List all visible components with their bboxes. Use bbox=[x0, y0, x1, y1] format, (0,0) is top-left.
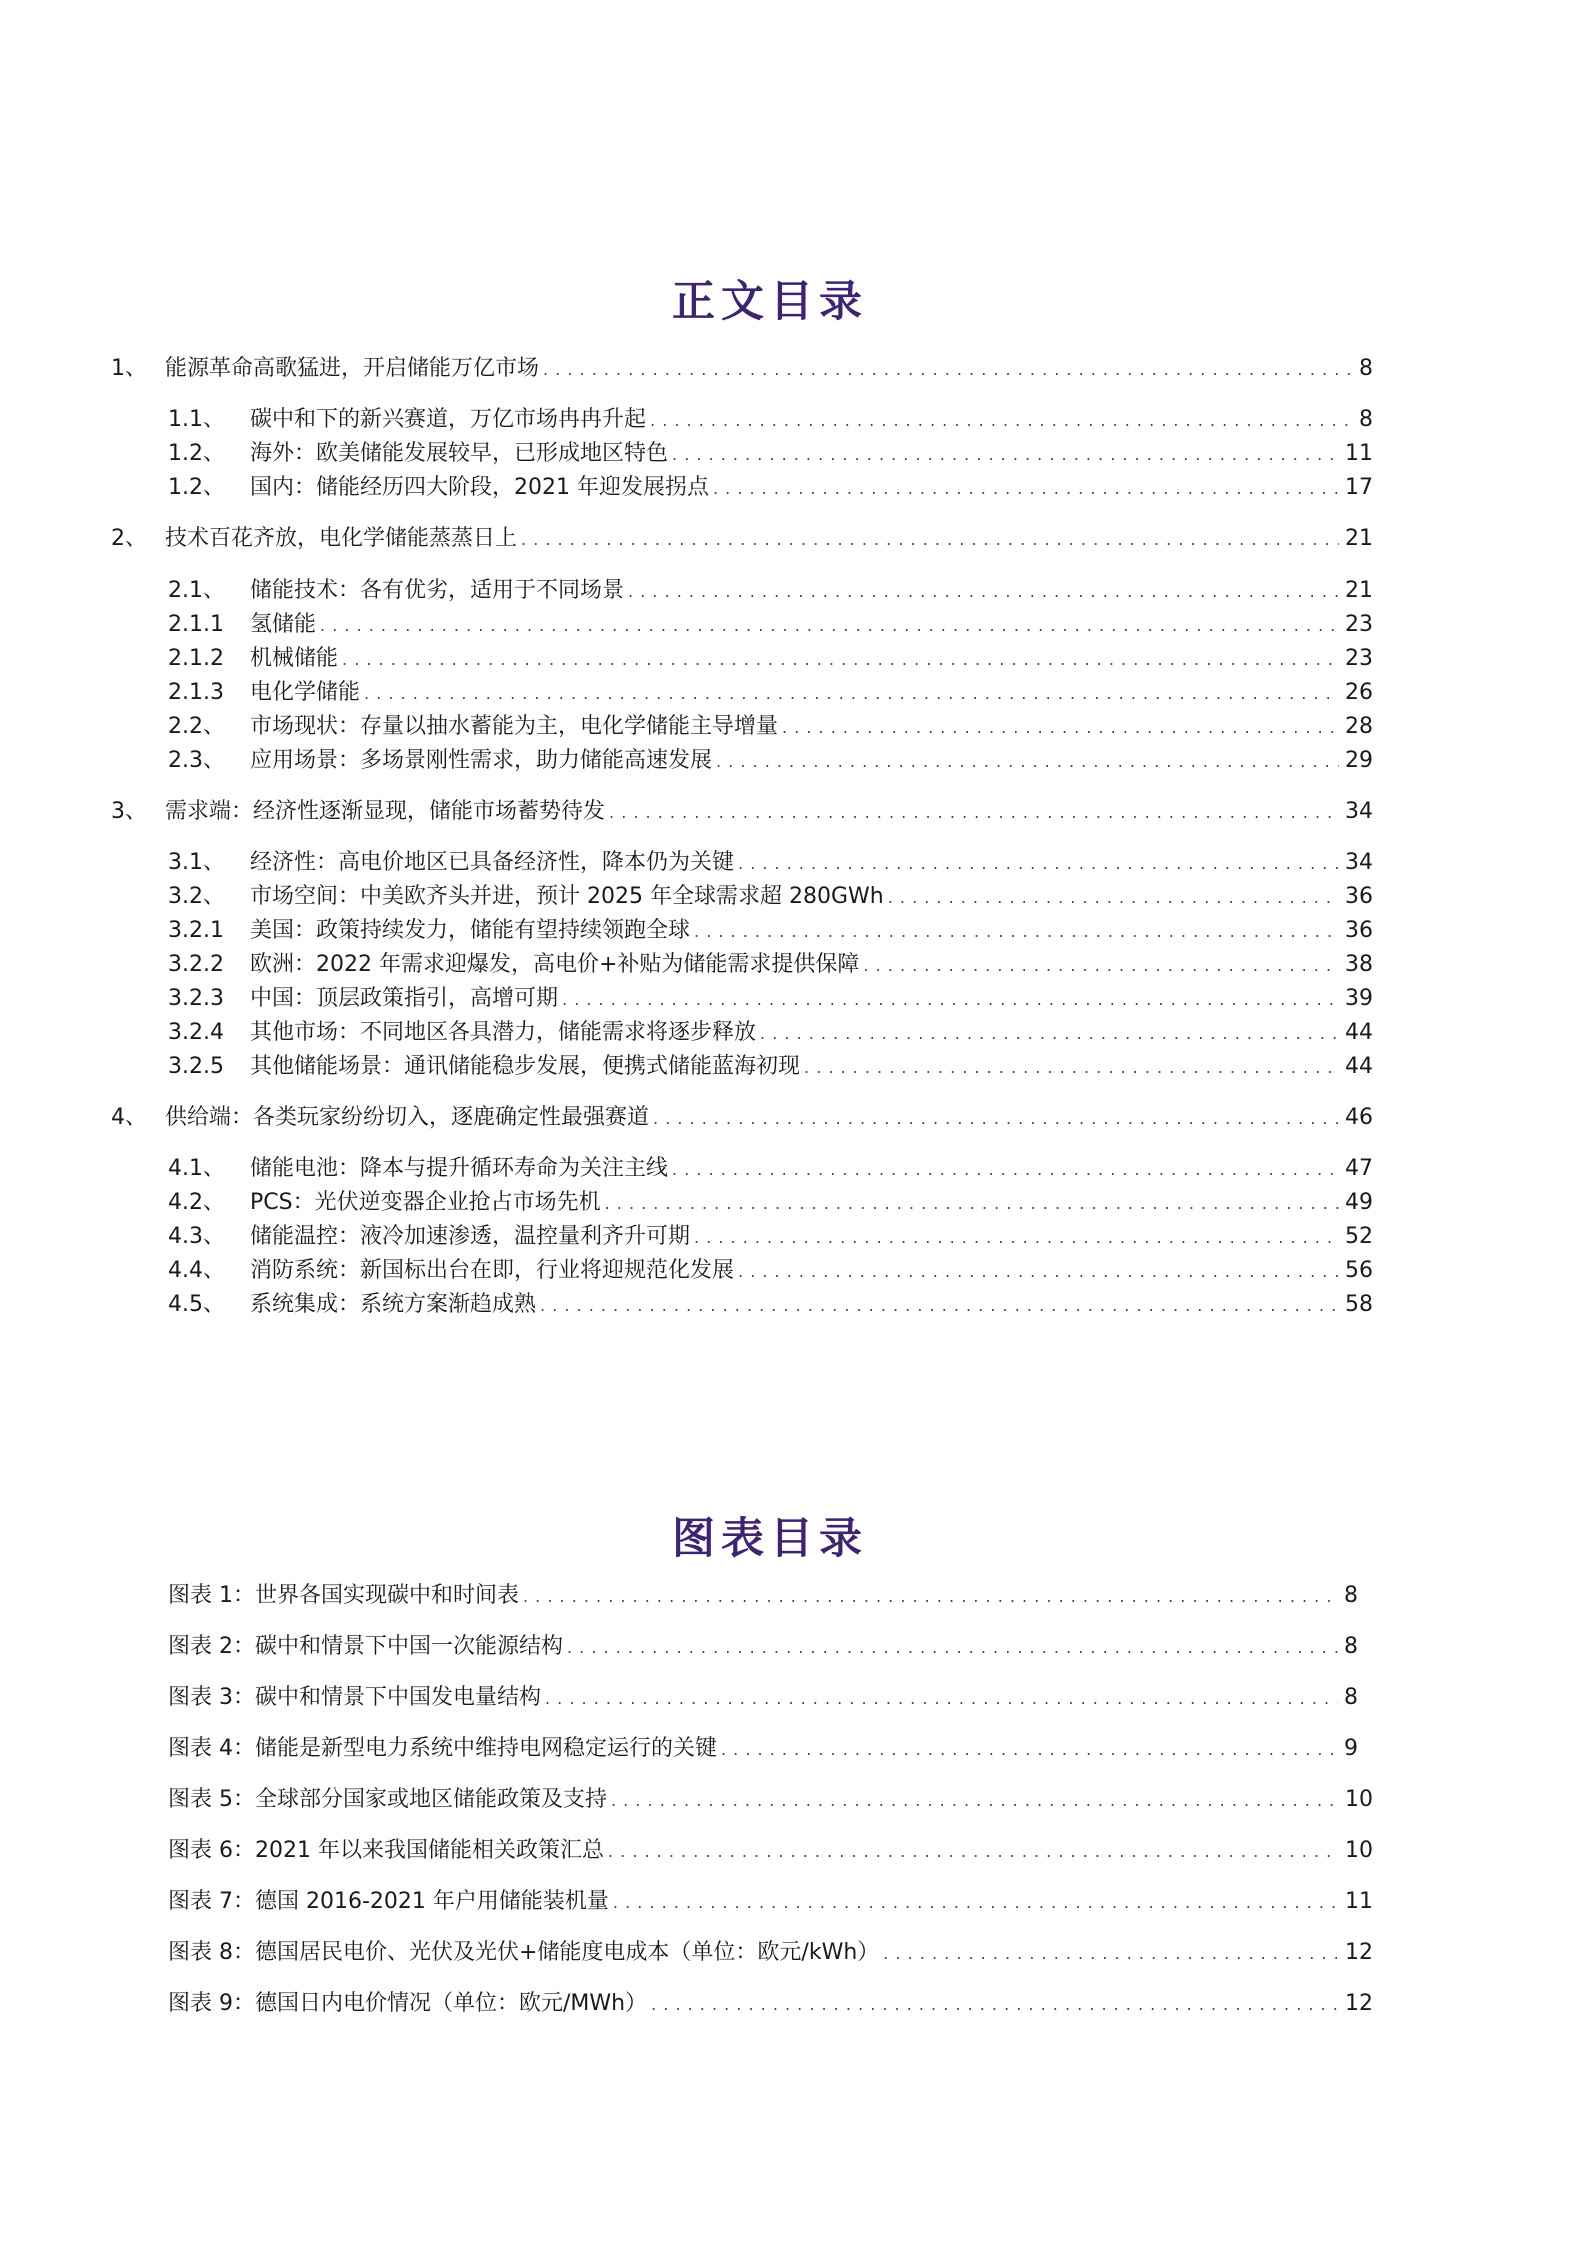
toc-entry[interactable] bbox=[168, 1290, 1373, 1320]
toc-entry-page: 47 bbox=[1345, 1156, 1373, 1181]
figure-entry-page: 8 bbox=[1344, 1634, 1358, 1659]
toc-entry[interactable] bbox=[168, 712, 1373, 742]
figure-entry-text: 图表 6：2021 年以来我国储能相关政策汇总 bbox=[168, 1838, 604, 1863]
toc-entry-page: 52 bbox=[1345, 1224, 1373, 1249]
toc-entry-page: 23 bbox=[1345, 612, 1373, 637]
figure-leader-dots bbox=[883, 1938, 1339, 1969]
toc-entry-text: 储能电池：降本与提升循环寿命为关注主线 bbox=[250, 1156, 669, 1181]
toc-leader-dots bbox=[650, 405, 1353, 436]
toc-entry[interactable] bbox=[168, 678, 1373, 708]
figure-leader-dots bbox=[545, 1683, 1338, 1714]
toc-leader-dots bbox=[738, 1256, 1339, 1287]
toc-entry-page: 36 bbox=[1345, 918, 1373, 943]
figure-entry[interactable] bbox=[168, 1734, 1358, 1764]
figure-entry-page: 8 bbox=[1344, 1685, 1358, 1710]
toc-entry-text: 国内：储能经历四大阶段，2021 年迎发展拐点 bbox=[250, 475, 709, 500]
toc-entry[interactable] bbox=[168, 1222, 1373, 1252]
toc-entry-number: 3、 bbox=[111, 799, 147, 824]
toc-leader-dots bbox=[713, 473, 1339, 504]
toc-entry-text: 海外：欧美储能发展较早，已形成地区特色 bbox=[250, 441, 669, 466]
toc-entry-page: 8 bbox=[1359, 356, 1373, 381]
figure-leader-dots bbox=[611, 1785, 1339, 1816]
figure-entry-page: 10 bbox=[1345, 1787, 1373, 1812]
toc-entry-number: 2.3、 bbox=[168, 748, 225, 773]
toc-entry[interactable] bbox=[168, 950, 1373, 980]
toc-leader-dots bbox=[738, 848, 1339, 879]
toc-entry-number: 2、 bbox=[111, 526, 147, 551]
figure-entry-page: 8 bbox=[1344, 1583, 1358, 1608]
toc-entry-number: 3.2.2 bbox=[168, 952, 224, 977]
toc-entry[interactable] bbox=[168, 405, 1373, 435]
toc-entry-page: 44 bbox=[1345, 1054, 1373, 1079]
toc-entry-number: 3.1、 bbox=[168, 850, 225, 875]
figure-entry-text: 图表 7：德国 2016-2021 年户用储能装机量 bbox=[168, 1889, 609, 1914]
toc-entry-number: 3.2、 bbox=[168, 884, 225, 909]
figure-entry[interactable] bbox=[168, 1632, 1358, 1662]
toc-entry[interactable] bbox=[168, 610, 1373, 640]
toc-entry-text: 市场空间：中美欧齐头并进，预计 2025 年全球需求超 280GWh bbox=[250, 884, 884, 909]
toc-entry-text: 消防系统：新国标出台在即，行业将迎规范化发展 bbox=[250, 1258, 735, 1283]
toc-entry-number: 2.1.2 bbox=[168, 646, 224, 671]
toc-entry[interactable] bbox=[168, 473, 1373, 503]
figure-entry-text: 图表 2：碳中和情景下中国一次能源结构 bbox=[168, 1634, 563, 1659]
figure-entry-text: 图表 3：碳中和情景下中国发电量结构 bbox=[168, 1685, 541, 1710]
figure-entry-page: 11 bbox=[1345, 1889, 1373, 1914]
figure-entry-text: 图表 9：德国日内电价情况（单位：欧元/MWh） bbox=[168, 1991, 648, 2016]
toc-entry-number: 3.2.1 bbox=[168, 918, 224, 943]
toc-entry-text: 能源革命高歌猛进，开启储能万亿市场 bbox=[165, 356, 540, 381]
toc-entry-page: 56 bbox=[1345, 1258, 1373, 1283]
figure-entry-text: 图表 5：全球部分国家或地区储能政策及支持 bbox=[168, 1787, 607, 1812]
toc-entry-page: 8 bbox=[1359, 407, 1373, 432]
toc-entry-text: PCS：光伏逆变器企业抢占市场先机 bbox=[250, 1190, 601, 1215]
toc-entry-text: 市场现状：存量以抽水蓄能为主，电化学储能主导增量 bbox=[250, 714, 779, 739]
toc-leader-dots bbox=[320, 610, 1339, 641]
toc-entry[interactable] bbox=[111, 1103, 1373, 1133]
toc-entry-text: 经济性：高电价地区已具备经济性，降本仍为关键 bbox=[250, 850, 735, 875]
toc-entry[interactable] bbox=[168, 1256, 1373, 1286]
toc-entry[interactable] bbox=[111, 354, 1373, 384]
toc-entry-text: 系统集成：系统方案渐趋成熟 bbox=[250, 1292, 537, 1317]
toc-entry-page: 26 bbox=[1345, 680, 1373, 705]
toc-entry-number: 2.1、 bbox=[168, 578, 225, 603]
toc-entry-text: 机械储能 bbox=[250, 646, 339, 671]
toc-entry-page: 21 bbox=[1345, 526, 1373, 551]
toc-entry-number: 4.1、 bbox=[168, 1156, 225, 1181]
toc-entry-page: 34 bbox=[1345, 850, 1373, 875]
toc-entry-number: 2.2、 bbox=[168, 714, 225, 739]
toc-entry[interactable] bbox=[168, 1018, 1373, 1048]
toc-entry-text: 应用场景：多场景刚性需求，助力储能高速发展 bbox=[250, 748, 713, 773]
toc-entry-number: 4.5、 bbox=[168, 1292, 225, 1317]
toc-entry-page: 38 bbox=[1345, 952, 1373, 977]
figure-entry-page: 12 bbox=[1345, 1940, 1373, 1965]
toc-entry-page: 17 bbox=[1345, 475, 1373, 500]
toc-entry[interactable] bbox=[168, 439, 1373, 469]
toc-entry-number: 1.2、 bbox=[168, 441, 225, 466]
figure-entry[interactable] bbox=[168, 1581, 1358, 1611]
toc-entry-number: 2.1.3 bbox=[168, 680, 224, 705]
toc-entry[interactable] bbox=[168, 848, 1373, 878]
toc-entry-text: 技术百花齐放，电化学储能蒸蒸日上 bbox=[165, 526, 518, 551]
toc-entry-text: 供给端：各类玩家纷纷切入，逐鹿确定性最强赛道 bbox=[165, 1105, 650, 1130]
toc-entry-page: 11 bbox=[1345, 441, 1373, 466]
toc-entry[interactable] bbox=[168, 916, 1373, 946]
toc-entry-text: 储能技术：各有优劣，适用于不同场景 bbox=[250, 578, 625, 603]
toc-entry[interactable] bbox=[168, 746, 1373, 776]
toc-leader-dots bbox=[672, 1154, 1339, 1185]
toc-entry-text: 其他市场：不同地区各具潜力，储能需求将逐步释放 bbox=[250, 1020, 757, 1045]
figure-leader-dots bbox=[613, 1887, 1339, 1918]
toc-entry-text: 碳中和下的新兴赛道，万亿市场冉冉升起 bbox=[250, 407, 647, 432]
toc-entry-page: 34 bbox=[1345, 799, 1373, 824]
figure-leader-dots bbox=[651, 1989, 1339, 2020]
toc-entry-page: 36 bbox=[1345, 884, 1373, 909]
toc-entry[interactable] bbox=[111, 797, 1373, 827]
toc-entry-page: 46 bbox=[1345, 1105, 1373, 1130]
toc-leader-dots bbox=[694, 1222, 1339, 1253]
toc-entry-number: 3.2.5 bbox=[168, 1054, 224, 1079]
toc-entry-number: 4.4、 bbox=[168, 1258, 225, 1283]
figure-entry[interactable] bbox=[168, 1938, 1373, 1968]
toc-leader-dots bbox=[888, 882, 1339, 913]
toc-leader-dots bbox=[521, 524, 1339, 555]
toc-leader-dots bbox=[804, 1052, 1339, 1083]
toc-leader-dots bbox=[694, 916, 1339, 947]
toc-entry-page: 29 bbox=[1345, 748, 1373, 773]
figure-entry[interactable] bbox=[168, 1836, 1373, 1866]
toc-entry-text: 欧洲：2022 年需求迎爆发，高电价+补贴为储能需求提供保障 bbox=[250, 952, 860, 977]
toc-entry[interactable] bbox=[168, 984, 1373, 1014]
toc-entry-page: 58 bbox=[1345, 1292, 1373, 1317]
toc-leader-dots bbox=[760, 1018, 1339, 1049]
toc-entry-text: 美国：政策持续发力，储能有望持续领跑全球 bbox=[250, 918, 691, 943]
toc-leader-dots bbox=[653, 1103, 1339, 1134]
figure-entry-page: 10 bbox=[1345, 1838, 1373, 1863]
figure-entry[interactable] bbox=[168, 1887, 1373, 1917]
toc-entry-number: 4、 bbox=[111, 1105, 147, 1130]
figure-leader-dots bbox=[608, 1836, 1339, 1867]
toc-entry-number: 1.1、 bbox=[168, 407, 225, 432]
toc-entry[interactable] bbox=[168, 1154, 1373, 1184]
toc-leader-dots bbox=[543, 354, 1353, 385]
toc-entry[interactable] bbox=[168, 644, 1373, 674]
toc-leader-dots bbox=[672, 439, 1339, 470]
toc-leader-dots bbox=[342, 644, 1339, 675]
figure-leader-dots bbox=[523, 1581, 1338, 1612]
toc-entry[interactable] bbox=[168, 1188, 1373, 1218]
toc-entry-text: 需求端：经济性逐渐显现，储能市场蓄势待发 bbox=[165, 799, 606, 824]
figure-entry-text: 图表 1：世界各国实现碳中和时间表 bbox=[168, 1583, 519, 1608]
figure-list-title: 图表目录 bbox=[672, 1514, 868, 1564]
toc-entry-text: 储能温控：液冷加速渗透，温控量利齐升可期 bbox=[250, 1224, 691, 1249]
toc-entry-text: 氢储能 bbox=[250, 612, 317, 637]
toc-leader-dots bbox=[716, 746, 1339, 777]
toc-title: 正文目录 bbox=[672, 277, 868, 327]
toc-entry-text: 其他储能场景：通讯储能稳步发展，便携式储能蓝海初现 bbox=[250, 1054, 801, 1079]
toc-leader-dots bbox=[605, 1188, 1339, 1219]
toc-leader-dots bbox=[540, 1290, 1339, 1321]
toc-entry-page: 28 bbox=[1345, 714, 1373, 739]
toc-entry-text: 电化学储能 bbox=[250, 680, 361, 705]
toc-entry[interactable] bbox=[111, 524, 1373, 554]
toc-leader-dots bbox=[562, 984, 1339, 1015]
toc-entry-page: 44 bbox=[1345, 1020, 1373, 1045]
toc-entry-number: 2.1.1 bbox=[168, 612, 224, 637]
toc-leader-dots bbox=[609, 797, 1339, 828]
toc-leader-dots bbox=[863, 950, 1339, 981]
figure-entry-text: 图表 8：德国居民电价、光伏及光伏+储能度电成本（单位：欧元/kWh） bbox=[168, 1940, 880, 1965]
toc-entry[interactable] bbox=[168, 882, 1373, 912]
toc-leader-dots bbox=[782, 712, 1339, 743]
toc-entry-page: 23 bbox=[1345, 646, 1373, 671]
toc-entry[interactable] bbox=[168, 576, 1373, 606]
toc-leader-dots bbox=[628, 576, 1339, 607]
toc-entry-number: 1.2、 bbox=[168, 475, 225, 500]
figure-leader-dots bbox=[721, 1734, 1338, 1765]
toc-entry-text: 中国：顶层政策指引，高增可期 bbox=[250, 986, 559, 1011]
figure-leader-dots bbox=[567, 1632, 1338, 1663]
toc-entry-page: 21 bbox=[1345, 578, 1373, 603]
toc-entry-page: 39 bbox=[1345, 986, 1373, 1011]
toc-entry-number: 3.2.4 bbox=[168, 1020, 224, 1045]
figure-entry[interactable] bbox=[168, 1785, 1373, 1815]
toc-entry-number: 1、 bbox=[111, 356, 147, 381]
toc-entry-number: 3.2.3 bbox=[168, 986, 224, 1011]
toc-entry-page: 49 bbox=[1345, 1190, 1373, 1215]
figure-entry-page: 12 bbox=[1345, 1991, 1373, 2016]
toc-entry-number: 4.2、 bbox=[168, 1190, 225, 1215]
figure-entry-text: 图表 4：储能是新型电力系统中维持电网稳定运行的关键 bbox=[168, 1736, 717, 1761]
figure-entry-page: 9 bbox=[1344, 1736, 1358, 1761]
toc-entry[interactable] bbox=[168, 1052, 1373, 1082]
toc-leader-dots bbox=[364, 678, 1339, 709]
figure-entry[interactable] bbox=[168, 1683, 1358, 1713]
figure-entry[interactable] bbox=[168, 1989, 1373, 2019]
toc-entry-number: 4.3、 bbox=[168, 1224, 225, 1249]
